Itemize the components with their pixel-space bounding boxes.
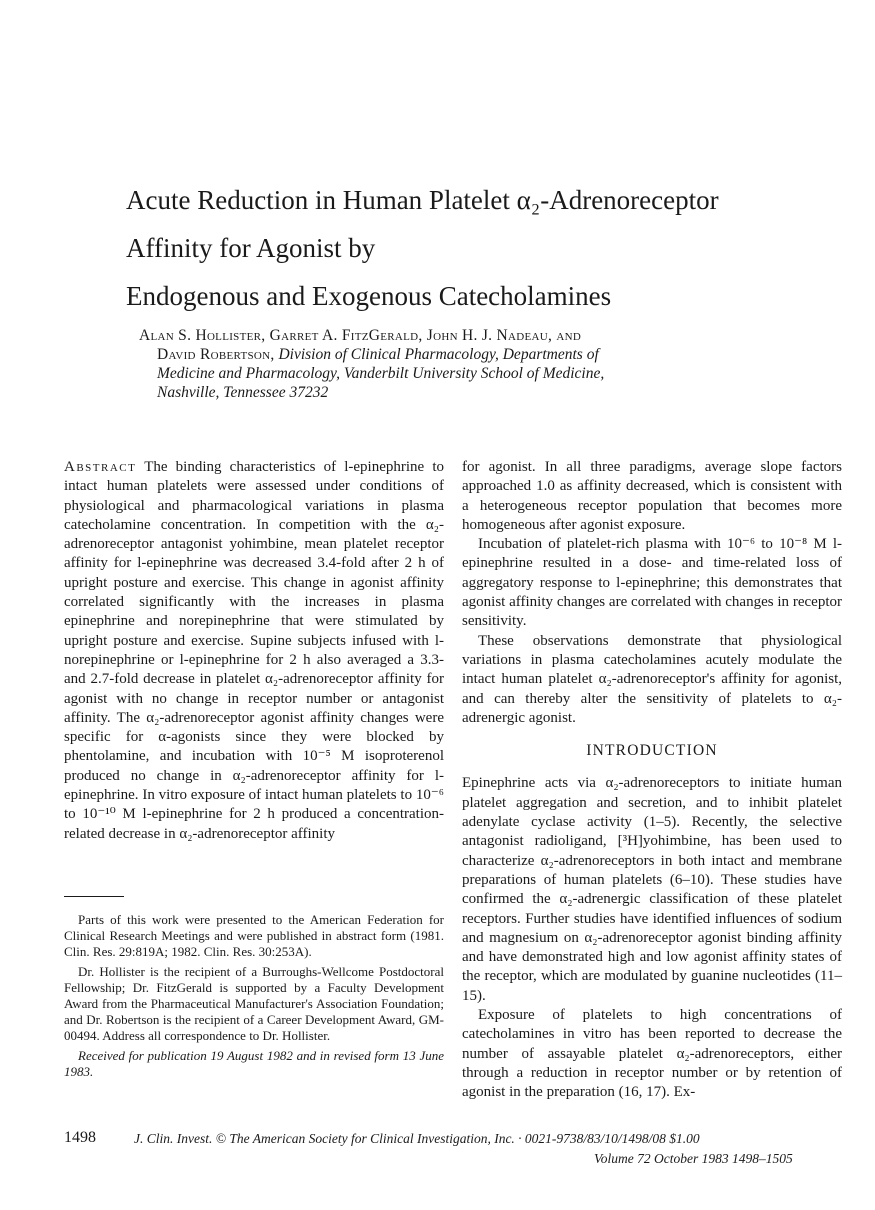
footnote-received: Received for publication 19 August 1982 and in revised form 13 June 1983. [64,1048,444,1079]
author-affiliation-line-3: Nashville, Tennessee 37232 [157,384,329,401]
introduction-paragraph-2: Exposure of platelets to high concentrations of catecholamines in vitro has been reported to decrease the number of assayable platelet α₂-adrenoreceptors, either through a reduction in receptor number or by retention of agonist in the preparation (16, 17). Ex- [462,1007,842,1101]
author-affiliation-line-1 [139,345,819,364]
abstract-paragraph [64,458,444,844]
abstract-text: The binding characteristics of l-epinephrine to intact human platelets were assessed under conditions of physiological and pharmacological variations in plasma catecholamine concentration. In competition with the α₂-adrenoreceptor antagonist yohimbine, mean platelet receptor affinity for l-epinephrine was decreased 3.4-fold after 2 h of upright posture and exercise. This change in agonist affinity correlated significantly with the increases in plasma epinephrine and norepinephrine that were stimulated by upright posture and exercise. Supine subjects infused with l-norepinephrine or l-epinephrine for 2 h also averaged a 3.3- and 2.7-fold decrease in platelet α₂-adrenoreceptor affinity for agonist with no change in receptor number or antagonist affinity. The α₂-adrenoreceptor agonist affinity changes were specific for α-agonists since they were blocked by phentolamine, and incubation with 10⁻⁵ M isoproterenol produced no change in α₂-adrenoreceptor affinity for l-epinephrine. In vitro exposure of intact human platelets to 10⁻⁶ to 10⁻¹⁰ M l-epinephrine for 2 h produced a concentration-related decrease in α₂-adrenoreceptor affinity [64,459,444,842]
author-affiliation-line-2: Medicine and Pharmacology, Vanderbilt University School of Medicine, [157,365,605,382]
left-column [64,458,444,844]
volume-info: Volume 72 October 1983 1498–1505 [594,1151,793,1166]
article-title [126,176,826,320]
footnotes [64,912,444,1084]
footnote-funding: Dr. Hollister is the recipient of a Burroughs-Wellcome Postdoctoral Fellowship; Dr. FitzGerald is supported by a Faculty Development Award from the Pharmaceutical Manufacturer's Association Foundation; and Dr. Robertson is the recipient of a Career Development Award, GM-00494. Address all correspondence to Dr. Hollister. [64,964,444,1043]
abstract-paragraph-3: These observations demonstrate that physiological variations in plasma catecholamines acutely modulate the intact human platelet α₂-adrenoreceptor's affinity for agonist, and can thereby alter the sensitivity of platelets to α₂-adrenergic agonist. [462,632,842,726]
introduction-paragraph-1: Epinephrine acts via α₂-adrenoreceptors to initiate human platelet aggregation and secretion, and to inhibit platelet adenylate cyclase activity (1–5). Recently, the selective antagonist radioligand, [³H]yohimbine, has been used to characterize α₂-adrenoreceptors in both intact and membrane preparations of human platelets (6–10). These studies have confirmed the α₂-adrenergic classification of these platelet receptors. Further studies have identified influences of sodium and magnesium on α₂-adrenoreceptor agonist binding affinity and have demonstrated high and low agonist affinity states of the receptor, which are modulated by guanine nucleotides (11–15). [462,775,842,1004]
abstract-continued: for agonist. In all three paradigms, average slope factors approached 1.0 as affinity decreased, which is consistent with a heterogeneous receptor population that becomes more homogeneous after agonist exposure. [462,459,842,533]
title-line-1: Acute Reduction in Human Platelet α₂-Adrenoreceptor [126,185,719,215]
journal-citation: J. Clin. Invest. © The American Society for Clinical Investigation, Inc. · 0021-9738/83/10/1498/08 $1.00 [134,1131,700,1146]
title-line-3: Endogenous and Exogenous Catecholamines [126,281,612,311]
abstract-paragraph-2: Incubation of platelet-rich plasma with 10⁻⁶ to 10⁻⁸ M l-epinephrine resulted in a dose- and time-related loss of aggregatory response to l-epinephrine; this demonstrates that agonist affinity changes are correlated with changes in receptor sensitivity. [462,536,842,630]
footer-row [64,1129,844,1166]
affiliation-division: Division of Clinical Pharmacology, Departments of [278,346,599,363]
author-name-robertson: David Robertson, [157,346,275,363]
title-line-2: Affinity for Agonist by [126,233,376,263]
introduction-heading: INTRODUCTION [586,742,718,760]
footnote-divider [64,896,124,897]
abstract-heading: Abstract [64,459,137,475]
page-number: 1498 [64,1129,96,1146]
page-footer [64,1129,844,1166]
footnote-presentation: Parts of this work were presented to the American Federation for Clinical Research Meetings and were published in abstract form (1981. Clin. Res. 29:819A; 1982. Clin. Res. 30:253A). [64,912,444,959]
author-block [139,326,819,402]
author-names: Alan S. Hollister, Garret A. FitzGerald, John H. J. Nadeau, and [139,327,582,344]
right-column [462,458,842,1103]
